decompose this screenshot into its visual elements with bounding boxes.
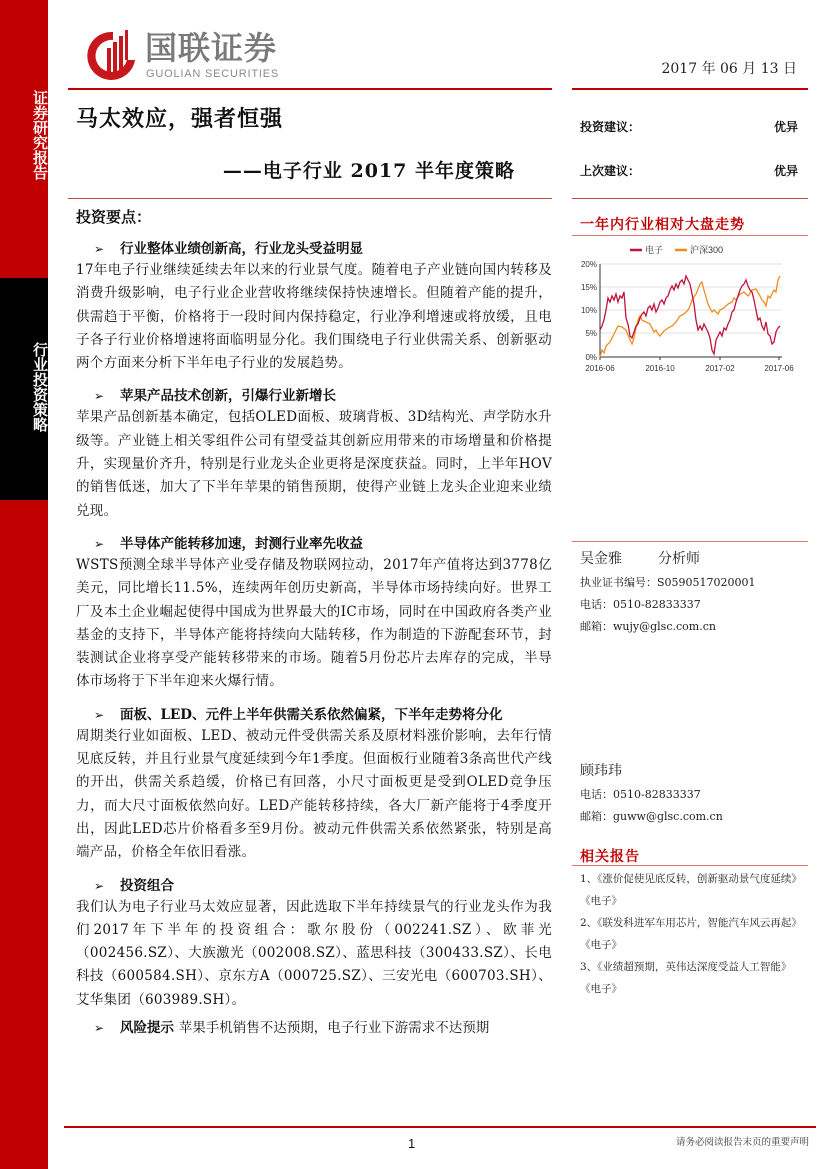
section-heading-text: 面板、LED、元件上半年供需关系依然偏紧，下半年走势将分化	[120, 706, 503, 723]
section-heading-text: 行业整体业绩创新高，行业龙头受益明显	[120, 241, 363, 257]
bullet-arrow-icon: ➢	[94, 389, 105, 404]
page-number: 1	[408, 1136, 416, 1151]
chart-title-underline	[572, 235, 808, 236]
key-points-heading: 投资要点：	[76, 208, 152, 226]
risk-body: 苹果手机销售不达预期，电子行业下游需求不达预期	[178, 1020, 490, 1037]
related-report-2[interactable]: 2、《联发科进军车用芯片，智能汽车风云再起》	[580, 917, 802, 929]
risk-warning	[76, 1018, 552, 1038]
analyst-card-2	[580, 760, 723, 828]
related-report-2-category: 《电子》	[580, 939, 622, 951]
title-divider-right	[572, 198, 808, 199]
y-tick-20: 20%	[580, 260, 597, 269]
footer-divider	[64, 1126, 816, 1128]
related-reports-list	[580, 868, 810, 1000]
x-tick-4: 2017-06	[764, 364, 794, 373]
related-reports-underline	[572, 865, 808, 866]
rating-previous-label: 上次建议：	[580, 164, 641, 178]
analyst-email: 邮箱：wujy@glsc.com.cn	[580, 620, 716, 633]
section-heading-3	[76, 534, 552, 554]
header-divider-left	[68, 88, 552, 90]
analyst-name: 顾玮玮	[580, 763, 622, 779]
y-tick-15: 15%	[580, 283, 597, 292]
bullet-arrow-icon: ➢	[94, 536, 105, 551]
analyst-phone: 电话：0510-82833337	[580, 788, 701, 801]
section-heading-1	[76, 239, 552, 259]
series-electronics-line	[600, 276, 780, 354]
section-body-4: 周期类行业如面板、LED、被动元件受供需关系及原材料涨价影响，去年行情见底反转，并且行业景气度延续到今年1季度。但面板行业随着3条高世代产线的开出，供需关系趋缓，价格已有回落，小尺寸面板更是受到OLED竞争压力，而大尺寸面板依然向好。LED产能转移持续，各大厂新产能将于4季度开出，因此LED芯片价格看多至9月份。被动元件供需关系依然紧张，特别是高端产品，价格全年依旧看涨。	[76, 727, 552, 861]
rating-previous-value: 优异	[773, 164, 798, 178]
related-report-3-category: 《电子》	[580, 983, 622, 995]
bullet-arrow-icon: ➢	[94, 878, 105, 893]
report-title: 马太效应，强者恒强	[76, 106, 284, 132]
sidebar	[0, 0, 48, 1169]
series-hs300-line	[600, 276, 780, 357]
analyst-divider	[572, 541, 808, 542]
logo-chinese-name: 国联证券	[145, 29, 278, 67]
analyst-license: 执业证书编号：S0590517020001	[580, 576, 756, 589]
section-body-3: WSTS预测全球半导体产业受存储及物联网拉动，2017年产值将达到3778亿美元，同比增长11.5%，连续两年创历史新高，半导体市场持续向好。世界工厂及本土企业崛起使得中国成为世界最大的IC市场，同时在中国政府各类产业基金的支持下，半导体产能将持续向大陆转移，作为制造的下游配套环节，封装测试企业将享受产能转移带来的市场。随着5月份芯片去库存的完成，半导体市场将于下半年迎来火爆行情。	[76, 556, 552, 690]
x-tick-3: 2017-02	[705, 364, 735, 373]
logo-english-name: GUOLIAN SECURITIES	[146, 68, 279, 80]
rating-current-label: 投资建议：	[580, 120, 641, 134]
bullet-arrow-icon: ➢	[94, 707, 105, 722]
main-content	[76, 206, 552, 1038]
section-heading-text: 苹果产品技术创新，引爆行业新增长	[120, 388, 336, 405]
analyst-email: 邮箱：guww@glsc.com.cn	[580, 810, 723, 823]
section-heading-5	[76, 876, 552, 896]
section-heading-2	[76, 386, 552, 406]
analyst-phone: 电话：0510-82833337	[580, 598, 701, 611]
section-heading-text: 半导体产能转移加速，封测行业率先收益	[120, 535, 363, 552]
legend-series-2: 沪深300	[690, 245, 724, 255]
bullet-arrow-icon: ➢	[94, 1021, 105, 1036]
relative-performance-chart	[572, 240, 808, 380]
section-body-1: 17年电子行业继续延续去年以来的行业景气度。随着电子产业链向国内转移及消费升级影响，电子行业企业营收将继续保持快速增长。但随着产能的提升，供需趋于平衡，价格将于一段时间内保持稳定，行业净利增速或将放缓，且电子各子行业价格增速将面临明显分化。我们围绕电子行业供需关系、创新驱动两个方面来分析下半年电子行业的发展趋势。	[76, 262, 552, 372]
report-date: 2017 年 06 月 13 日	[661, 61, 797, 77]
related-report-3[interactable]: 3、《业绩超预期，英伟达深度受益人工智能》	[580, 961, 792, 973]
related-report-1[interactable]: 1、《涨价促使见底反转，创新驱动景气度延续》	[580, 873, 802, 885]
rating-current-value: 优异	[773, 120, 798, 134]
footer-disclaimer: 请务必阅读报告末页的重要声明	[675, 1137, 809, 1148]
chart-title: 一年内行业相对大盘走势	[580, 217, 745, 233]
section-body-2: 苹果产品创新基本确定，包括OLED面板、玻璃背板、3D结构光、声学防水升级等。产业链上相关零组件公司有望受益其创新应用带来的市场增量和价格提升，实现量价齐升，特别是行业龙头企业更将是深度获益。同时，上半年HOV的销售低迷，加大了下半年苹果的销售预期，使得产业链上龙头企业迎来业绩兑现。	[76, 409, 552, 519]
analyst-card-1	[580, 548, 756, 638]
y-tick-10: 10%	[580, 306, 597, 315]
rating-current	[580, 118, 798, 135]
risk-heading: 风险提示	[120, 1020, 174, 1037]
legend-series-1: 电子	[645, 245, 664, 255]
x-tick-1: 2016-06	[585, 364, 615, 373]
section-heading-text: 投资组合	[120, 877, 174, 894]
related-reports-heading: 相关报告	[580, 849, 640, 865]
y-tick-0: 0%	[585, 353, 597, 362]
title-divider-left	[68, 198, 552, 199]
bullet-arrow-icon: ➢	[94, 242, 105, 256]
y-tick-5: 5%	[585, 329, 597, 338]
analyst-title: 分析师	[658, 551, 700, 567]
related-report-1-category: 《电子》	[580, 895, 622, 907]
header-divider-right	[572, 88, 808, 90]
section-body-5: 我们认为电子行业马太效应显著，因此选取下半年持续景气的行业龙头作为我们2017年下半年的投资组合：歌尔股份（002241.SZ）、欧菲光（002456.SZ）、大族激光（002008.SZ）、蓝思科技（300433.SZ）、长电科技（600584.SH）、京东方A（000725.SZ）、三安光电（600703.SH）、艾华集团（603989.SH）。	[76, 898, 552, 1008]
logo-mark-icon	[83, 26, 141, 84]
x-tick-2: 2016-10	[645, 364, 675, 373]
sidebar-label-category: 行业投资策略	[31, 342, 49, 432]
analyst-name-row	[580, 548, 756, 568]
rating-previous	[580, 162, 798, 179]
analyst-name: 吴金雅	[580, 551, 622, 567]
report-subtitle: ——电子行业 2017 半年度策略	[222, 160, 515, 182]
sidebar-label-report-type: 证券研究报告	[31, 90, 49, 180]
company-logo	[83, 26, 313, 86]
section-heading-4	[76, 705, 552, 725]
line-chart	[572, 240, 808, 380]
